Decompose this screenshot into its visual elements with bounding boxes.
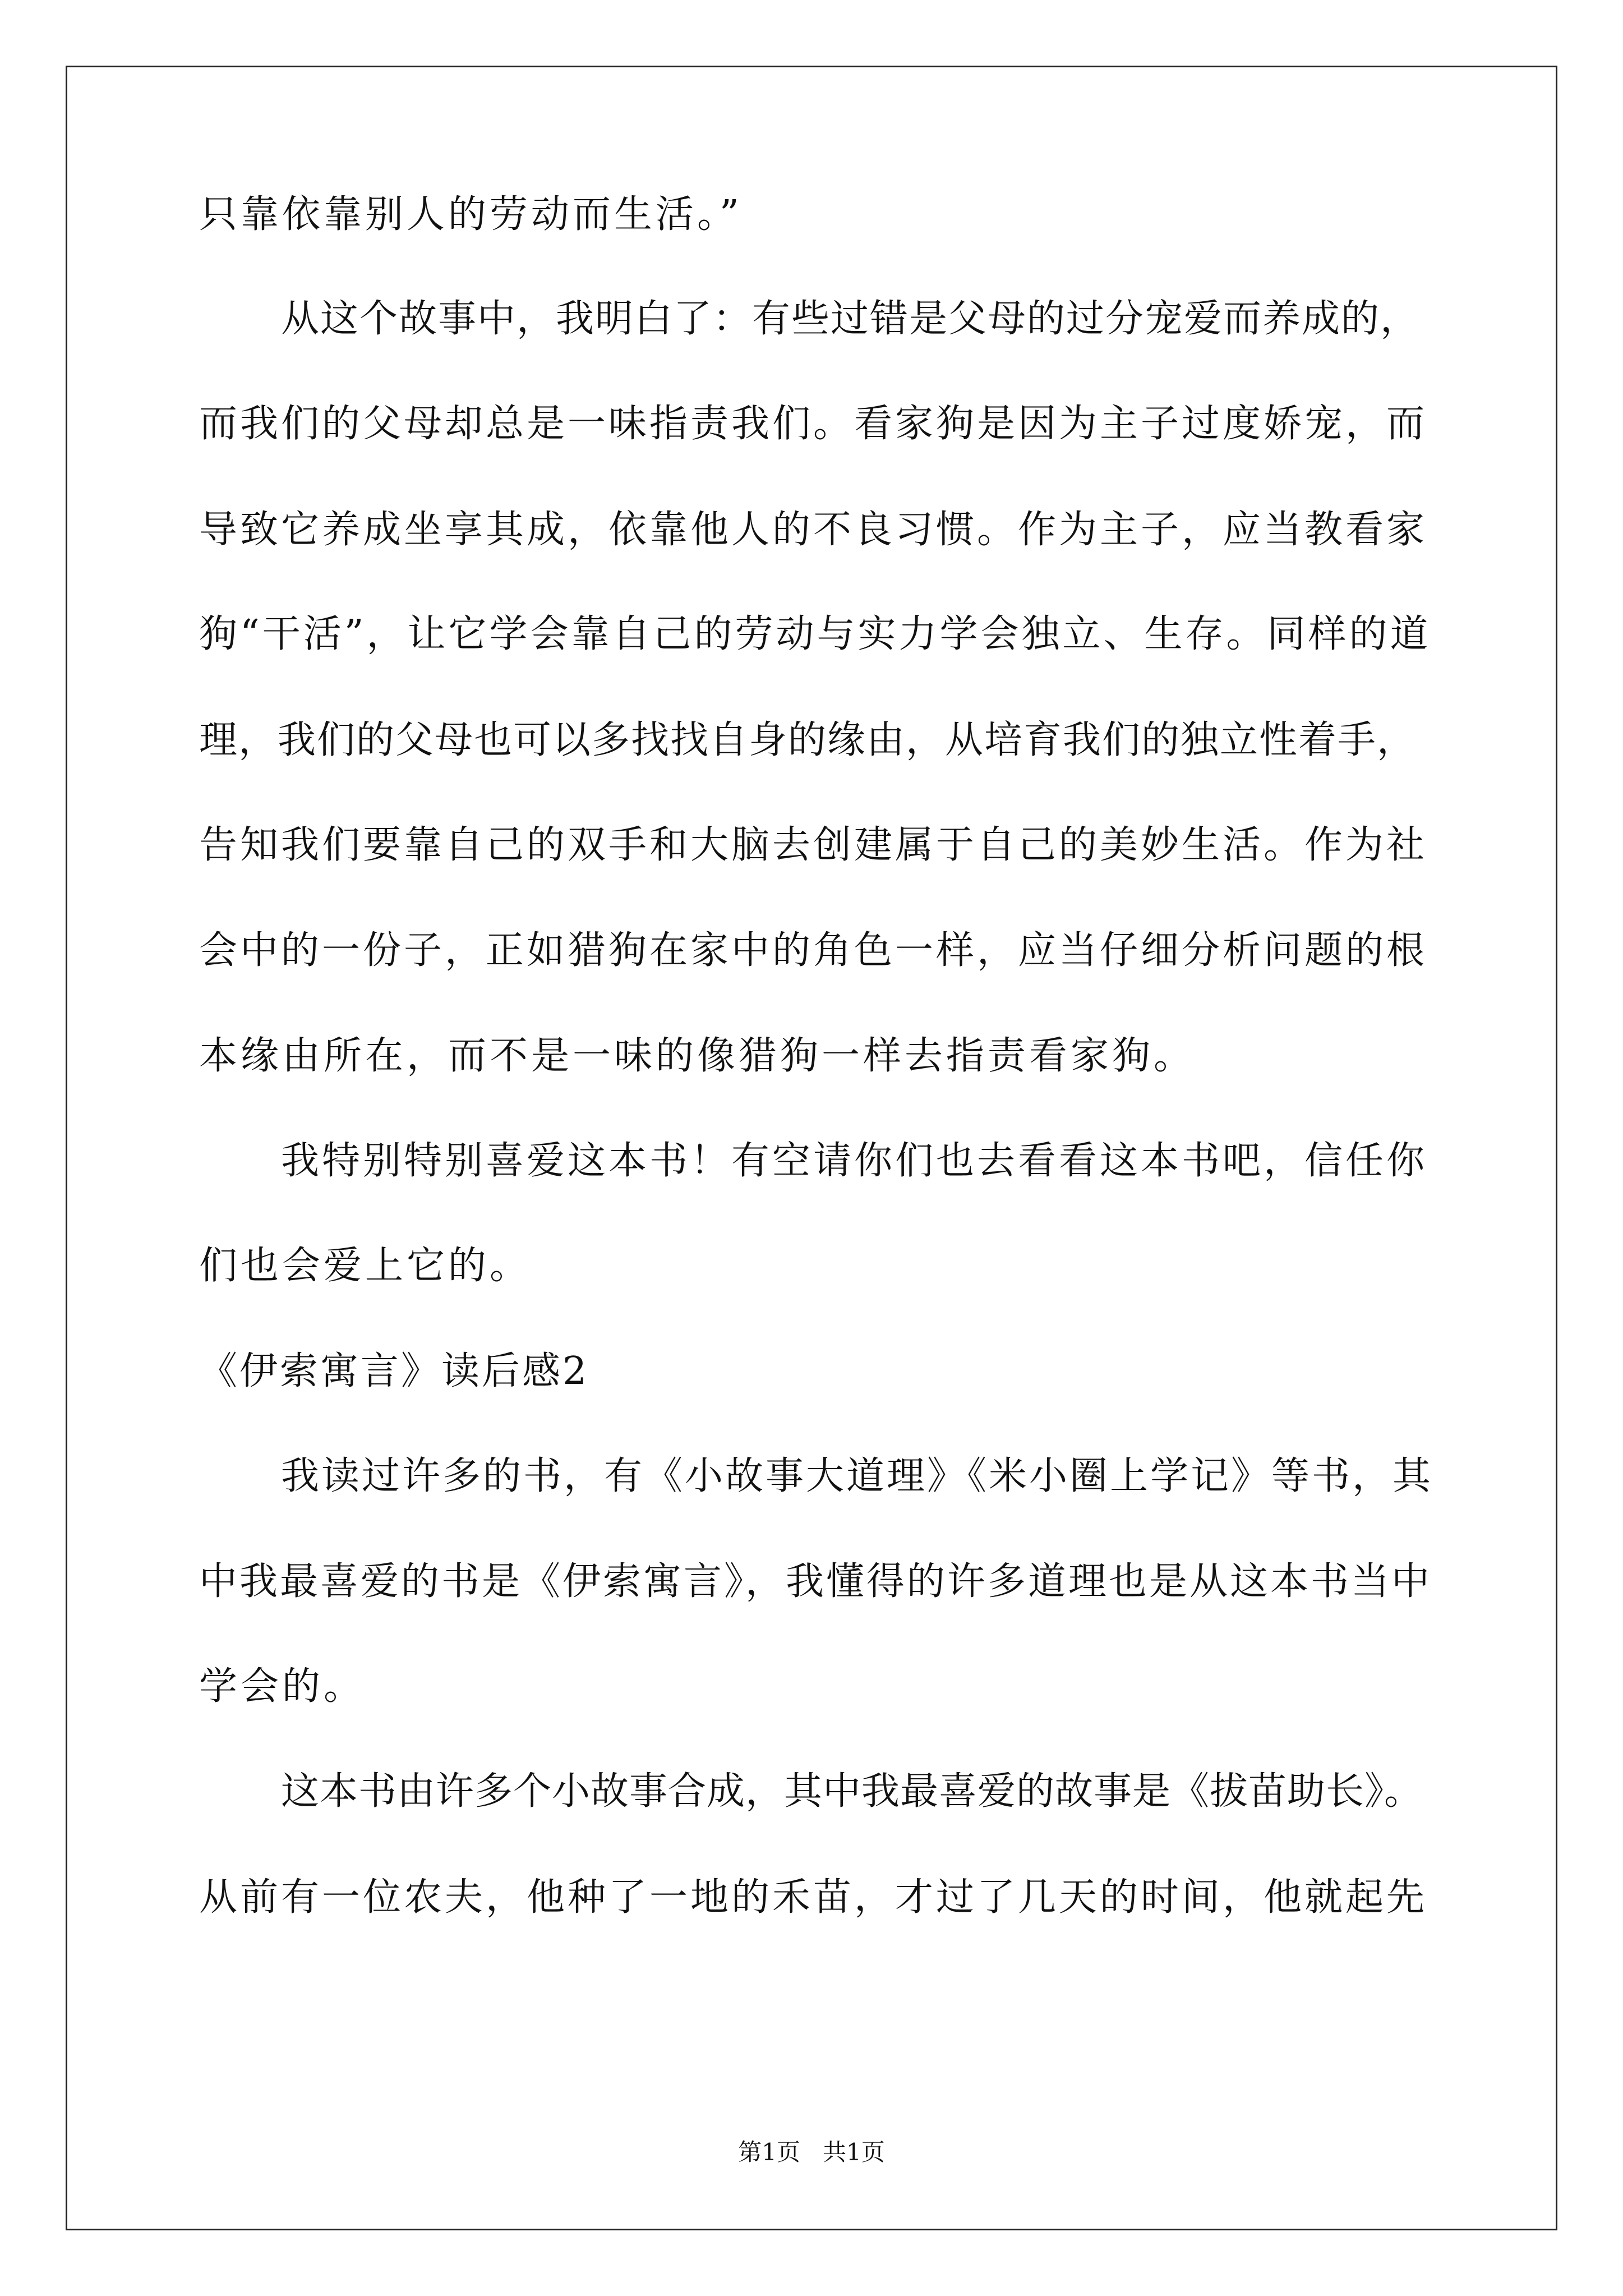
paragraph-line: 这本书由许多个小故事合成，其中我最喜爱的故事是《拔苗助长》。 [281,1769,1423,1814]
paragraph-line: 我特别特别喜爱这本书！有空请你们也去看看这本书吧，信任你 [281,1139,1428,1183]
page-number: 第1页 共1页 [738,2138,885,2166]
text-line: 学会的。 [199,1664,366,1709]
text-line: 导致它养成坐享其成，依靠他人的不良习惯。作为主子，应当教看家 [199,508,1428,552]
text-line: 而我们的父母却总是一味指责我们。看家狗是因为主子过度娇宠，而 [199,402,1428,446]
paragraph-line: 从这个故事中，我明白了：有些过错是父母的过分宠爱而养成的， [281,297,1420,341]
text-line: 从前有一位农夫，他种了一地的禾苗，才过了几天的时间，他就起先 [199,1875,1428,1920]
text-line: 只靠依靠别人的劳动而生活。” [199,192,743,237]
text-line: 告知我们要靠自己的双手和大脑去创建属于自己的美妙生活。作为社 [199,823,1428,867]
text-line: 本缘由所在，而不是一味的像猎狗一样去指责看家狗。 [199,1034,1196,1078]
text-line: 们也会爱上它的。 [199,1244,532,1288]
text-line: 狗“干活”，让它学会靠自己的劳动与实力学会独立、生存。同样的道 [199,612,1431,656]
paragraph-line: 我读过许多的书，有《小故事大道理》《米小圈上学记》等书，其 [281,1454,1433,1498]
section-heading: 《伊索寓言》读后感2 [199,1349,589,1393]
text-line: 理，我们的父母也可以多找找自身的缘由，从培育我们的独立性着手， [199,718,1417,762]
text-line: 会中的一份子，正如猎狗在家中的角色一样，应当仔细分析问题的根 [199,928,1428,973]
text-line: 中我最喜爱的书是《伊索寓言》，我懂得的许多道理也是从这本书当中 [199,1559,1432,1604]
